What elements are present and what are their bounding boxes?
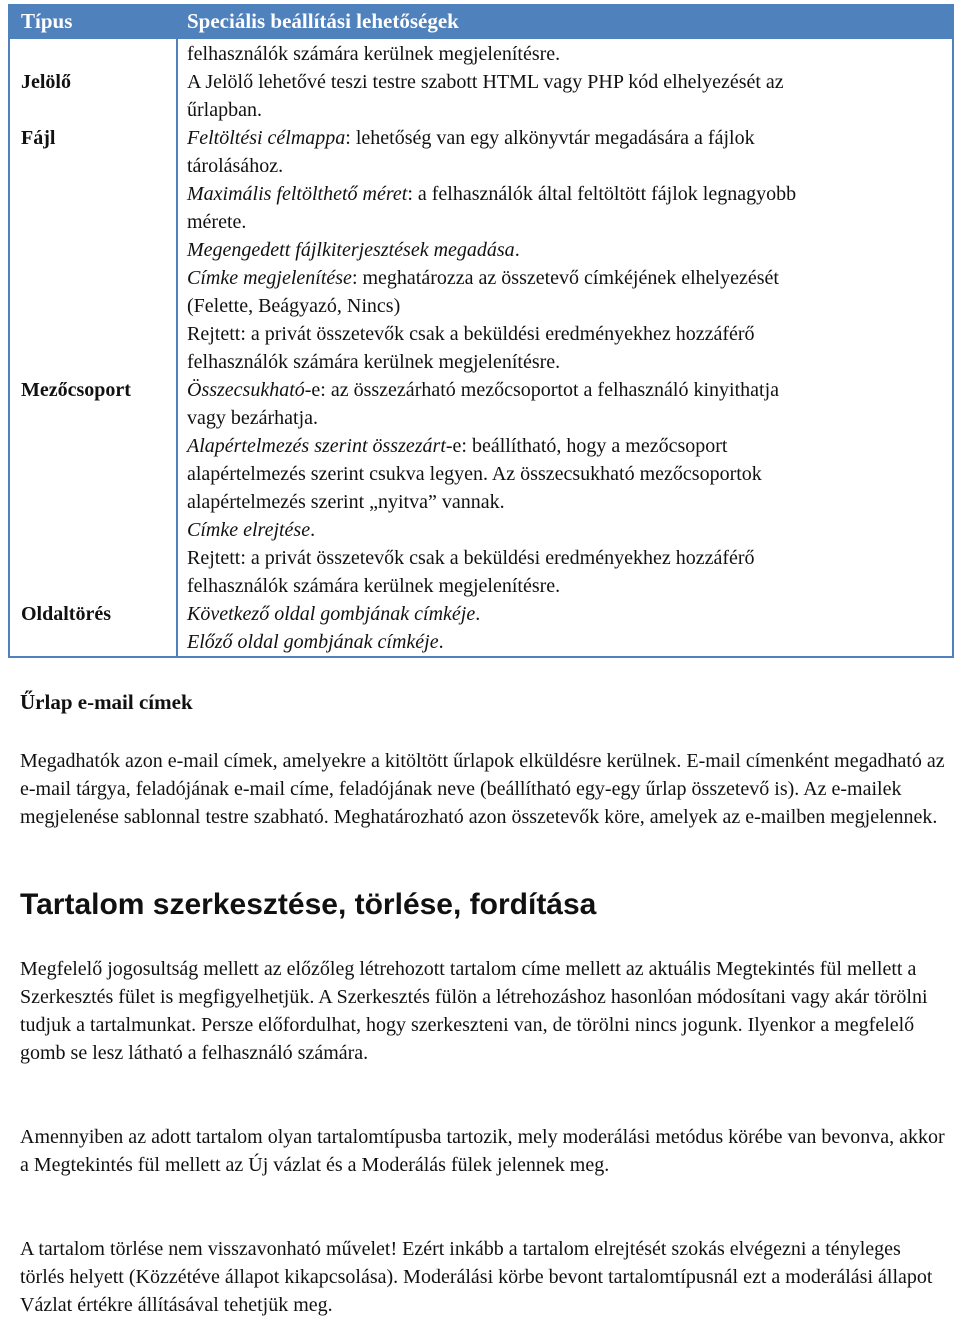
setting-text: A Jelölő lehetővé teszi testre szabott HTML vagy PHP kód elhelyezését az xyxy=(187,71,784,93)
setting-text: vagy bezárhatja. xyxy=(187,407,319,429)
setting-line xyxy=(187,516,942,544)
setting-text: (Felette, Beágyazó, Nincs) xyxy=(187,295,401,317)
setting-text: : a felhasználók által feltöltött fájlok legnagyobb xyxy=(407,183,797,205)
setting-text: -e: az összezárható mezőcsoportot a felhasználó kinyithatja xyxy=(304,379,780,401)
table-row xyxy=(9,68,953,124)
row-type: Jelölő xyxy=(9,68,177,124)
setting-line xyxy=(187,180,942,208)
content-paragraph-2: Amennyiben az adott tartalom olyan tartalomtípusba tartozik, mely moderálási metódus körébe van bevonva, akkor a Megtekintés fül mellett az Új vázlat és a Moderálás fülek jelennek meg. xyxy=(20,1126,945,1176)
setting-name: Címke megjelenítése xyxy=(187,267,352,289)
setting-line xyxy=(187,40,942,68)
row-type: Oldaltörés xyxy=(9,600,177,657)
setting-text: mérete. xyxy=(187,211,247,233)
setting-name: Feltöltési célmappa xyxy=(187,127,346,149)
table-row xyxy=(9,376,953,600)
setting-name: Maximális feltölthető méret xyxy=(187,183,408,205)
setting-line xyxy=(187,572,942,600)
content-paragraph-3: A tartalom törlése nem visszavonható művelet! Ezért inkább a tartalom elrejtését szokás elvégezni a tényleges törlés helyett (Közzétéve állapot kikapcsolása). Moderálási körbe bevont tartalomtípusnál ezt a moderálási állapot Vázlat értékre állításával tehetjük meg. xyxy=(20,1238,933,1316)
row-settings xyxy=(177,38,953,68)
setting-line xyxy=(187,264,942,292)
setting-line xyxy=(187,376,942,404)
setting-text: . xyxy=(310,519,316,541)
row-settings xyxy=(177,376,953,600)
setting-line xyxy=(187,236,942,264)
row-type: Mezőcsoport xyxy=(9,376,177,600)
setting-line xyxy=(187,628,942,656)
table-row xyxy=(9,600,953,657)
row-settings xyxy=(177,600,953,657)
setting-line xyxy=(187,432,942,460)
setting-text: űrlapban. xyxy=(187,99,262,121)
setting-line xyxy=(187,600,942,628)
setting-line xyxy=(187,460,942,488)
setting-text: Rejtett: a privát összetevők csak a beküldési eredményekhez hozzáférő xyxy=(187,547,755,569)
content-paragraph-1: Megfelelő jogosultság mellett az előzőleg létrehozott tartalom címe mellett az aktuális Megtekintés fül mellett a Szerkesztés fület is megfigyelhetjük. A Szerkesztés fülön a létrehozáshoz hasonlóan módosítani vagy akár törölni tudjuk a tartalmunkat. Persze előfordulhat, hogy szerkeszteni van, de törölni nincs jogunk. Ilyenkor a megfelelő gomb se lesz látható a felhasználó számára. xyxy=(20,958,928,1064)
table-row xyxy=(9,124,953,376)
email-section-paragraph: Megadhatók azon e-mail címek, amelyekre a kitöltött űrlapok elküldésre kerülnek. E-mail címenként megadható az e-mail tárgya, feladójának e-mail címe, feladójának neve (beállítható egy-egy űrlap összetevő is). Az e-mailek megjelenése sablonnal testre szabható. Meghatározható azon összetevők köre, amelyek az e-mailben megjelennek. xyxy=(20,750,945,828)
setting-text: alapértelmezés szerint „nyitva” vannak. xyxy=(187,491,505,513)
setting-line xyxy=(187,348,942,376)
setting-line xyxy=(187,152,942,180)
setting-name: Címke elrejtése xyxy=(187,519,311,541)
setting-text: . xyxy=(514,239,520,261)
setting-text: felhasználók számára kerülnek megjelenítésre. xyxy=(187,43,561,65)
setting-text: alapértelmezés szerint csukva legyen. Az összecsukható mezőcsoportok xyxy=(187,463,762,485)
setting-line xyxy=(187,292,942,320)
row-type xyxy=(9,38,177,68)
row-type: Fájl xyxy=(9,124,177,376)
email-section-heading: Űrlap e-mail címek xyxy=(20,690,193,714)
setting-text: : meghatározza az összetevő címkéjének elhelyezését xyxy=(351,267,779,289)
setting-text: . xyxy=(475,603,481,625)
setting-text: tárolásához. xyxy=(187,155,284,177)
setting-line xyxy=(187,544,942,572)
table-row xyxy=(9,38,953,68)
setting-line xyxy=(187,124,942,152)
settings-table xyxy=(8,4,954,658)
table-header-row xyxy=(9,5,953,38)
setting-name: Megengedett fájlkiterjesztések megadása xyxy=(187,239,515,261)
setting-line xyxy=(187,68,942,96)
setting-line xyxy=(187,488,942,516)
setting-name: Előző oldal gombjának címkéje xyxy=(187,631,439,653)
setting-text: -e: beállítható, hogy a mezőcsoport xyxy=(445,435,728,457)
content-section-heading: Tartalom szerkesztése, törlése, fordítása xyxy=(20,888,597,921)
setting-text: . xyxy=(438,631,444,653)
setting-name: Alapértelmezés szerint összezárt xyxy=(187,435,446,457)
header-type: Típus xyxy=(9,5,177,38)
row-settings xyxy=(177,124,953,376)
setting-line xyxy=(187,208,942,236)
setting-text: felhasználók számára kerülnek megjelenítésre. xyxy=(187,575,561,597)
setting-name: Összecsukható xyxy=(187,379,305,401)
row-settings xyxy=(177,68,953,124)
setting-line xyxy=(187,404,942,432)
setting-text: Rejtett: a privát összetevők csak a beküldési eredményekhez hozzáférő xyxy=(187,323,755,345)
setting-name: Következő oldal gombjának címkéje xyxy=(187,603,476,625)
setting-line xyxy=(187,96,942,124)
setting-text: : lehetőség van egy alkönyvtár megadására a fájlok xyxy=(345,127,755,149)
setting-line xyxy=(187,320,942,348)
setting-text: felhasználók számára kerülnek megjelenítésre. xyxy=(187,351,561,373)
header-settings: Speciális beállítási lehetőségek xyxy=(177,5,953,38)
